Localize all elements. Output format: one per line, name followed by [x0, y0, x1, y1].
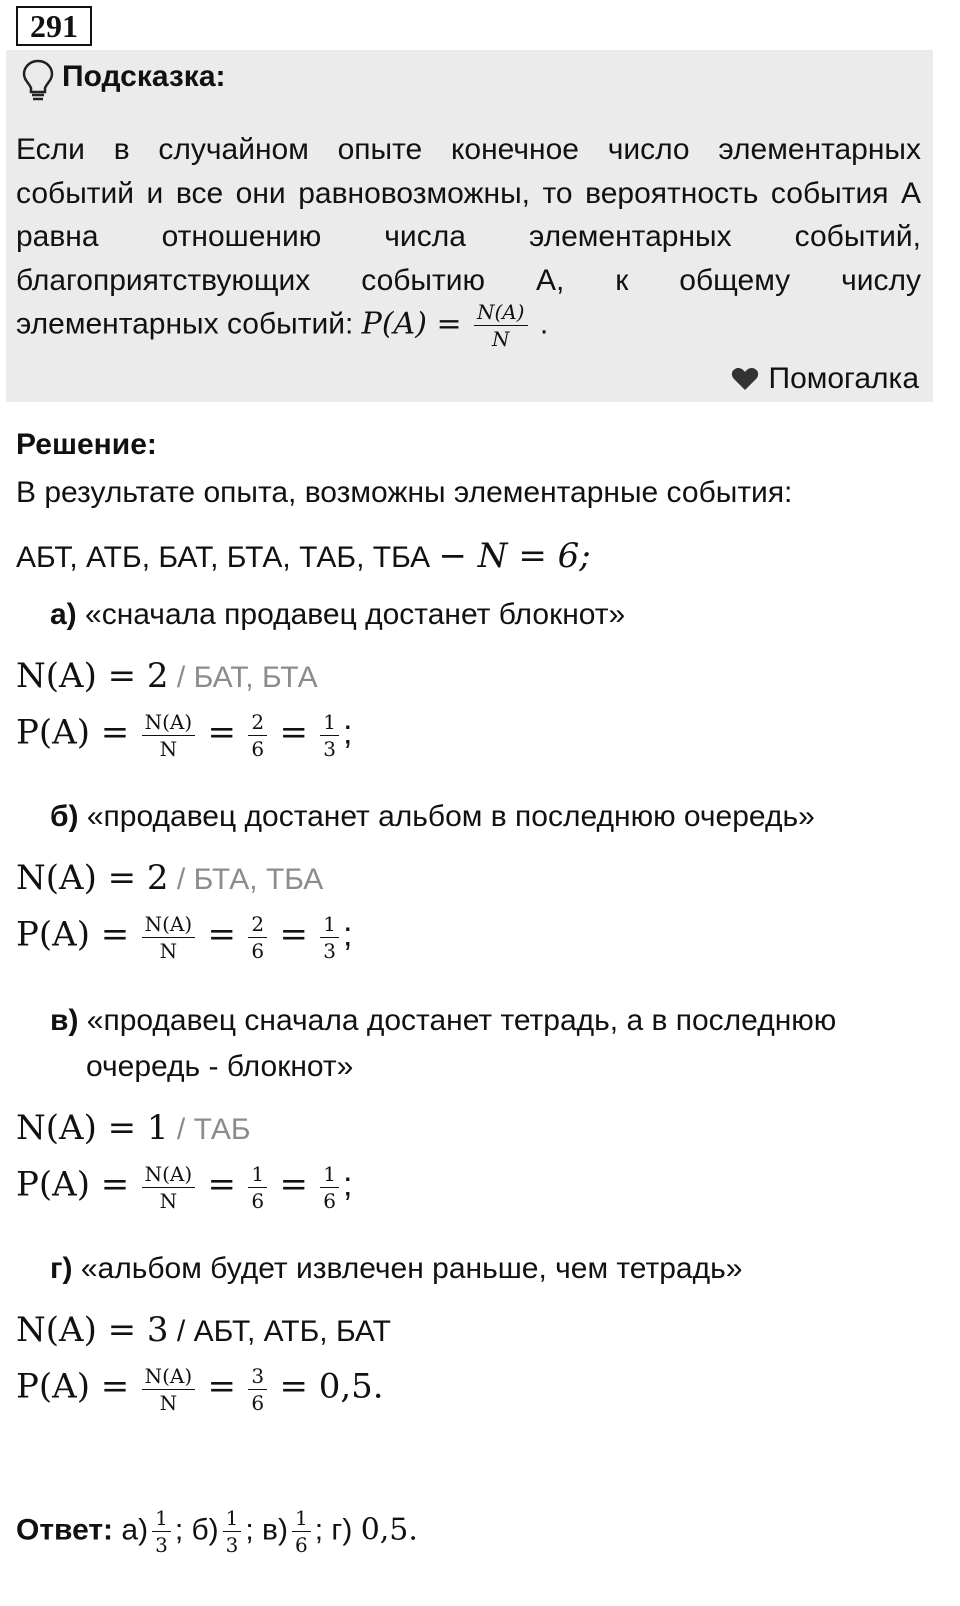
hint-formula-lhs: P(A) =: [361, 306, 462, 342]
part-a-label: а): [50, 598, 77, 631]
part-g-frac1: $\frac{N(A)}{N}$: [142, 1366, 196, 1413]
part-g-count: [16, 1310, 391, 1350]
part-v-p-lhs: P(A) =: [16, 1164, 130, 1205]
hint-panel: [6, 50, 933, 402]
part-v-frac3: $\frac{1}{6}$: [320, 1164, 339, 1211]
part-b-frac1: $\frac{N(A)}{N}$: [142, 914, 196, 961]
answer-g-value: 0,5.: [360, 1512, 418, 1548]
part-g-p-lhs: P(A) =: [16, 1366, 130, 1407]
part-g-note: / АБТ, АТБ, БАТ: [176, 1315, 391, 1348]
part-a-probability: P(A) = $\frac{N(A)}{N}$ = $\frac{2}{6}$ = $\frac{1}{3}$ ;: [16, 710, 353, 761]
hint-text: [16, 128, 921, 349]
part-b-note: / БТА, ТБА: [176, 863, 324, 896]
part-b-count: [16, 858, 323, 898]
part-a-frac2: $\frac{2}{6}$: [248, 712, 267, 759]
part-v-frac1: $\frac{N(A)}{N}$: [142, 1164, 196, 1211]
hint-fraction-denominator: N: [491, 327, 510, 351]
part-g-result: = 0,5.: [279, 1366, 384, 1407]
hint-formula-end: .: [539, 307, 549, 341]
problem-number: 291: [16, 6, 92, 46]
hint-tail: элементарных событий:: [16, 307, 354, 341]
answer-b-frac: $\frac{1}{3}$: [223, 1508, 242, 1555]
answer-label: Ответ:: [16, 1513, 114, 1547]
part-a-na: N(A) = 2: [16, 656, 169, 696]
part-g-frac2: $\frac{3}{6}$: [248, 1366, 267, 1413]
part-a-p-lhs: P(A) =: [16, 712, 130, 753]
part-v-condition: [50, 1004, 836, 1038]
events-count: − N = 6;: [438, 536, 591, 576]
part-v-label: в): [50, 1004, 79, 1037]
hint-formula-line: [16, 302, 921, 349]
part-a-condition: [50, 598, 625, 632]
part-g-text: «альбом будет извлечен раньше, чем тетрадь»: [80, 1252, 743, 1285]
part-v-note: / ТАБ: [176, 1113, 251, 1146]
part-b-frac2: $\frac{2}{6}$: [248, 914, 267, 961]
heart-icon: [731, 366, 759, 392]
part-b-frac3: $\frac{1}{3}$: [320, 914, 339, 961]
part-a-frac1: $\frac{N(A)}{N}$: [142, 712, 196, 759]
hint-body: Если в случайном опыте конечное число элементарных событий и все они равновозможны, то вероятность события А равна отношению числа элементарных событий, благоприятствующих событию А, к общему числу: [16, 133, 921, 297]
part-b-text: «продавец достанет альбом в последнюю очередь»: [86, 800, 815, 833]
hint-fraction: [474, 302, 528, 349]
answer-v-frac: $\frac{1}{6}$: [292, 1508, 311, 1555]
part-a-text: «сначала продавец достанет блокнот»: [85, 598, 626, 631]
part-v-count: [16, 1108, 251, 1148]
solution-intro: В результате опыта, возможны элементарные события:: [16, 476, 793, 509]
part-a-note: / БАТ, БТА: [176, 661, 318, 694]
hint-title: Подсказка:: [62, 60, 226, 93]
answer-a-frac: $\frac{1}{3}$: [152, 1508, 171, 1555]
part-b-p-lhs: P(A) =: [16, 914, 130, 955]
credit[interactable]: [731, 362, 920, 396]
events-line: [16, 536, 591, 576]
part-b-na: N(A) = 2: [16, 858, 169, 898]
part-v-text: «продавец сначала достанет тетрадь, а в последнюю: [86, 1004, 837, 1037]
hint-fraction-numerator: N(A): [474, 302, 528, 326]
part-b-condition: [50, 800, 815, 834]
part-a-frac3: $\frac{1}{3}$: [320, 712, 339, 759]
part-a-count: [16, 656, 318, 696]
part-g-na: N(A) = 3: [16, 1310, 169, 1350]
part-b-label: б): [50, 800, 79, 833]
part-v-probability: P(A) = $\frac{N(A)}{N}$ = $\frac{1}{6}$ = $\frac{1}{6}$ ;: [16, 1162, 353, 1213]
part-v-text-continued: очередь - блокнот»: [86, 1050, 354, 1083]
answer-line: Ответ: а) $\frac{1}{3}$ ; б) $\frac{1}{3}$ ; в) $\frac{1}{6}$ ; г) 0,5.: [16, 1506, 418, 1557]
part-v-na: N(A) = 1: [16, 1108, 169, 1148]
part-g-condition: [50, 1252, 742, 1286]
part-g-probability: P(A) = $\frac{N(A)}{N}$ = $\frac{3}{6}$ = 0,5.: [16, 1364, 384, 1415]
solution-title: Решение:: [16, 428, 157, 461]
credit-label: Помогалка: [768, 362, 919, 395]
part-b-probability: P(A) = $\frac{N(A)}{N}$ = $\frac{2}{6}$ = $\frac{1}{3}$ ;: [16, 912, 353, 963]
part-v-frac2: $\frac{1}{6}$: [248, 1164, 267, 1211]
events-list: АБТ, АТБ, БАТ, БТА, ТАБ, ТБА: [16, 541, 431, 574]
lightbulb-icon: [20, 58, 56, 102]
part-g-label: г): [50, 1252, 73, 1285]
